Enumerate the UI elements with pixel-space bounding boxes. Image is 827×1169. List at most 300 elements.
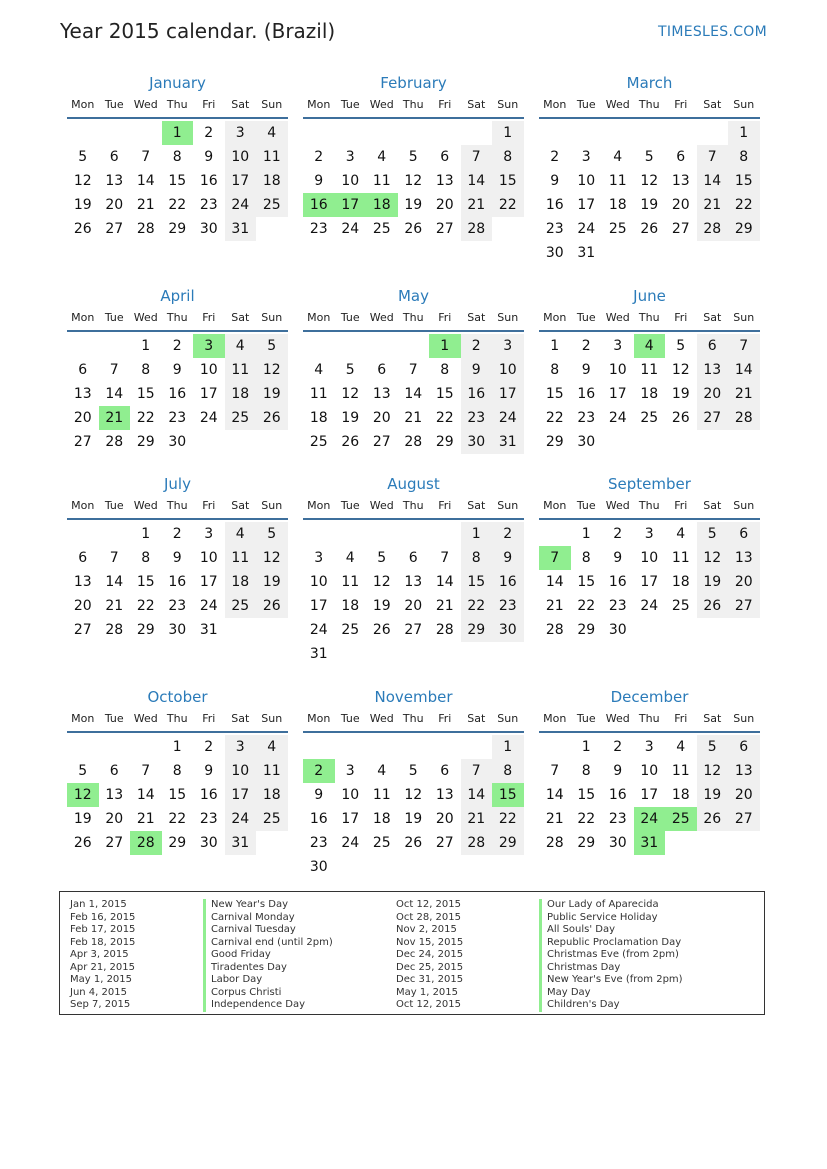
empty-cell — [602, 121, 634, 145]
day-cell: 5 — [676, 338, 686, 354]
day-cell: 27 — [73, 434, 92, 450]
day-cell: 23 — [199, 197, 218, 213]
day-cell: 17 — [225, 169, 257, 193]
day-cell: 21 — [105, 598, 124, 614]
legend-holiday-name: Good Friday — [203, 949, 333, 962]
holiday-day-cell: 31 — [634, 831, 666, 855]
day-cell: 8 — [581, 550, 591, 566]
day-cell: 30 — [608, 622, 627, 638]
day-cell: 4 — [676, 739, 686, 755]
day-cell: 5 — [78, 149, 88, 165]
weekday-label: Sat — [703, 712, 722, 725]
holiday-day-cell: 18 — [366, 193, 398, 217]
weekday-label: Tue — [340, 499, 360, 512]
weekday-header — [539, 97, 760, 113]
day-cell: 8 — [492, 145, 524, 169]
weekday-label: Sat — [231, 311, 250, 324]
day-cell: 21 — [728, 382, 760, 406]
day-cell: 22 — [492, 807, 524, 831]
day-cell: 26 — [404, 835, 423, 851]
legend-holiday-name: Carnival Monday — [203, 912, 333, 925]
weekday-label: Mon — [71, 311, 95, 324]
day-cell: 7 — [728, 334, 760, 358]
day-cell: 1 — [461, 522, 493, 546]
day-cell: 10 — [341, 173, 360, 189]
day-cell: 21 — [545, 598, 564, 614]
header-rule — [67, 731, 288, 733]
day-cell: 15 — [168, 173, 187, 189]
day-cell: 14 — [404, 386, 423, 402]
weekday-label: Fri — [674, 712, 688, 725]
day-cell: 18 — [341, 598, 360, 614]
day-cell: 26 — [640, 221, 659, 237]
day-cell: 9 — [314, 787, 324, 803]
day-cell: 20 — [372, 410, 391, 426]
day-cell: 19 — [73, 197, 92, 213]
day-cell: 21 — [697, 193, 729, 217]
day-cell: 28 — [728, 406, 760, 430]
holiday-day-cell: 25 — [665, 807, 697, 831]
day-cell: 22 — [492, 193, 524, 217]
day-cell: 6 — [78, 362, 88, 378]
weekday-label: Sun — [261, 311, 283, 324]
day-cell: 23 — [608, 811, 627, 827]
day-cell: 17 — [492, 382, 524, 406]
empty-cell — [130, 735, 162, 759]
day-cell: 10 — [577, 173, 596, 189]
day-cell: 20 — [728, 783, 760, 807]
day-cell: 25 — [372, 221, 391, 237]
day-cell: 31 — [577, 245, 596, 261]
weekday-label: Tue — [576, 98, 596, 111]
day-cell: 25 — [309, 434, 328, 450]
day-cell: 8 — [141, 550, 151, 566]
day-grid — [303, 522, 524, 666]
day-cell: 17 — [199, 574, 218, 590]
day-cell: 26 — [341, 434, 360, 450]
weekday-header — [539, 310, 760, 326]
day-cell: 9 — [492, 546, 524, 570]
day-cell: 16 — [168, 574, 187, 590]
day-cell: 8 — [728, 145, 760, 169]
weekday-label: Sun — [261, 499, 283, 512]
weekday-label: Sat — [231, 98, 250, 111]
day-cell: 8 — [550, 362, 560, 378]
day-cell: 21 — [461, 193, 493, 217]
day-cell: 12 — [404, 173, 423, 189]
day-grid — [303, 334, 524, 454]
day-cell: 15 — [168, 787, 187, 803]
legend-date: Dec 24, 2015 — [396, 949, 464, 960]
day-grid — [539, 735, 760, 855]
legend-names-col2 — [539, 899, 683, 1012]
day-cell: 9 — [314, 173, 324, 189]
empty-cell — [398, 121, 430, 145]
day-cell: 25 — [225, 406, 257, 430]
day-cell: 21 — [545, 811, 564, 827]
day-cell: 14 — [728, 358, 760, 382]
day-cell: 18 — [640, 386, 659, 402]
day-cell: 12 — [697, 759, 729, 783]
empty-cell — [539, 735, 571, 759]
day-cell: 13 — [697, 358, 729, 382]
day-cell: 2 — [204, 739, 214, 755]
weekday-label: Mon — [543, 712, 567, 725]
day-cell: 23 — [545, 221, 564, 237]
empty-cell — [398, 522, 430, 546]
holiday-day-cell: 28 — [130, 831, 162, 855]
day-cell: 8 — [141, 362, 151, 378]
month-may — [303, 286, 524, 454]
legend-holiday-name: Christmas Day — [539, 962, 683, 975]
day-cell: 28 — [435, 622, 454, 638]
day-cell: 11 — [640, 362, 659, 378]
day-cell: 4 — [225, 522, 257, 546]
empty-cell — [461, 735, 493, 759]
day-cell: 5 — [256, 522, 288, 546]
month-september — [539, 474, 760, 642]
legend-date: Jan 1, 2015 — [70, 899, 127, 910]
day-cell: 29 — [728, 217, 760, 241]
day-cell: 26 — [256, 406, 288, 430]
weekday-label: Sun — [733, 499, 755, 512]
day-grid — [67, 735, 288, 855]
legend-date: Oct 28, 2015 — [396, 911, 461, 923]
holiday-day-cell: 4 — [634, 334, 666, 358]
weekday-label: Sun — [261, 712, 283, 725]
day-cell: 26 — [671, 410, 690, 426]
legend-date: Sep 7, 2015 — [70, 999, 131, 1010]
header-rule — [303, 518, 524, 520]
day-cell: 26 — [404, 221, 423, 237]
day-cell: 1 — [581, 526, 591, 542]
legend-holiday-name: All Souls' Day — [539, 924, 683, 937]
day-cell: 8 — [492, 759, 524, 783]
day-cell: 13 — [435, 787, 454, 803]
weekday-label: Fri — [438, 712, 452, 725]
weekday-label: Wed — [133, 311, 158, 324]
day-cell: 4 — [377, 149, 387, 165]
day-cell: 28 — [461, 217, 493, 241]
day-cell: 14 — [697, 169, 729, 193]
weekday-label: Tue — [104, 712, 124, 725]
day-cell: 9 — [581, 362, 591, 378]
weekday-label: Tue — [340, 98, 360, 111]
weekday-label: Thu — [638, 499, 660, 512]
day-cell: 7 — [109, 362, 119, 378]
weekday-label: Sat — [703, 98, 722, 111]
weekday-header — [67, 498, 288, 514]
day-cell: 31 — [199, 622, 218, 638]
empty-cell — [429, 522, 461, 546]
header-rule — [67, 117, 288, 119]
day-cell: 2 — [204, 125, 214, 141]
legend-holiday-name: Children's Day — [539, 999, 683, 1012]
day-cell: 22 — [136, 598, 155, 614]
weekday-header — [303, 711, 524, 727]
day-cell: 25 — [341, 622, 360, 638]
day-cell: 8 — [461, 546, 493, 570]
legend-holiday-name: Christmas Eve (from 2pm) — [539, 949, 683, 962]
day-cell: 17 — [225, 783, 257, 807]
empty-cell — [429, 735, 461, 759]
day-cell: 17 — [640, 574, 659, 590]
day-cell: 7 — [461, 759, 493, 783]
day-cell: 29 — [545, 434, 564, 450]
day-cell: 28 — [545, 622, 564, 638]
legend-date: Dec 31, 2015 — [396, 974, 464, 985]
day-cell: 19 — [404, 197, 423, 213]
day-cell: 12 — [640, 173, 659, 189]
day-cell: 15 — [136, 574, 155, 590]
weekday-label: Sat — [703, 499, 722, 512]
day-cell: 27 — [728, 807, 760, 831]
header-rule — [539, 330, 760, 332]
day-cell: 9 — [613, 763, 623, 779]
month-november — [303, 687, 524, 879]
empty-cell — [99, 121, 131, 145]
day-cell: 5 — [644, 149, 654, 165]
day-cell: 6 — [78, 550, 88, 566]
day-cell: 13 — [728, 759, 760, 783]
weekday-label: Fri — [674, 311, 688, 324]
day-cell: 30 — [545, 245, 564, 261]
legend-dates-col2 — [396, 899, 463, 1012]
day-cell: 8 — [172, 149, 182, 165]
day-cell: 27 — [671, 221, 690, 237]
weekday-label: Tue — [104, 98, 124, 111]
holiday-day-cell: 12 — [67, 783, 99, 807]
weekday-label: Wed — [369, 98, 394, 111]
day-cell: 29 — [168, 221, 187, 237]
day-cell: 31 — [492, 430, 524, 454]
holiday-day-cell: 24 — [634, 807, 666, 831]
day-cell: 24 — [341, 835, 360, 851]
empty-cell — [67, 522, 99, 546]
month-january — [67, 73, 288, 241]
day-cell: 7 — [408, 362, 418, 378]
day-cell: 26 — [697, 594, 729, 618]
empty-cell — [539, 522, 571, 546]
day-cell: 14 — [461, 783, 493, 807]
day-cell: 27 — [105, 835, 124, 851]
month-name: May — [397, 287, 429, 305]
empty-cell — [665, 121, 697, 145]
day-cell: 5 — [408, 149, 418, 165]
day-cell: 23 — [577, 410, 596, 426]
weekday-label: Thu — [166, 98, 188, 111]
day-cell: 21 — [136, 811, 155, 827]
day-cell: 3 — [345, 763, 355, 779]
day-cell: 3 — [225, 121, 257, 145]
day-cell: 3 — [314, 550, 324, 566]
day-cell: 6 — [728, 735, 760, 759]
day-cell: 18 — [256, 169, 288, 193]
weekday-label: Tue — [576, 311, 596, 324]
weekday-label: Thu — [166, 712, 188, 725]
month-name: June — [633, 287, 666, 305]
day-cell: 13 — [372, 386, 391, 402]
legend-date: Feb 16, 2015 — [70, 911, 136, 923]
day-cell: 30 — [168, 434, 187, 450]
weekday-label: Fri — [438, 311, 452, 324]
day-cell: 24 — [225, 193, 257, 217]
legend-holiday-name: Corpus Christi — [203, 987, 333, 1000]
day-cell: 6 — [377, 362, 387, 378]
day-cell: 7 — [440, 550, 450, 566]
day-cell: 20 — [73, 598, 92, 614]
weekday-label: Thu — [402, 712, 424, 725]
weekday-label: Thu — [166, 499, 188, 512]
day-cell: 4 — [377, 763, 387, 779]
weekday-label: Sun — [733, 712, 755, 725]
day-cell: 27 — [73, 622, 92, 638]
legend-date: Feb 17, 2015 — [70, 924, 136, 935]
day-cell: 24 — [608, 410, 627, 426]
weekday-label: Thu — [166, 311, 188, 324]
day-cell: 2 — [314, 149, 324, 165]
day-cell: 19 — [341, 410, 360, 426]
day-cell: 16 — [199, 173, 218, 189]
day-cell: 13 — [671, 173, 690, 189]
weekday-label: Sun — [497, 311, 519, 324]
day-cell: 14 — [105, 386, 124, 402]
empty-cell — [461, 121, 493, 145]
day-cell: 16 — [492, 570, 524, 594]
day-cell: 23 — [492, 594, 524, 618]
day-cell: 5 — [697, 735, 729, 759]
day-cell: 28 — [404, 434, 423, 450]
day-cell: 25 — [640, 410, 659, 426]
day-cell: 15 — [728, 169, 760, 193]
holiday-day-cell: 7 — [539, 546, 571, 570]
day-cell: 13 — [105, 173, 124, 189]
day-cell: 18 — [309, 410, 328, 426]
day-cell: 9 — [550, 173, 560, 189]
empty-cell — [303, 121, 335, 145]
day-cell: 21 — [136, 197, 155, 213]
day-cell: 10 — [225, 759, 257, 783]
weekday-header — [303, 97, 524, 113]
weekday-header — [67, 711, 288, 727]
day-cell: 1 — [492, 121, 524, 145]
day-cell: 24 — [199, 598, 218, 614]
month-name: February — [380, 74, 447, 92]
empty-cell — [67, 334, 99, 358]
empty-cell — [335, 522, 367, 546]
day-cell: 6 — [697, 334, 729, 358]
day-cell: 4 — [676, 526, 686, 542]
weekday-label: Wed — [605, 499, 630, 512]
weekday-label: Fri — [674, 98, 688, 111]
weekday-label: Wed — [133, 98, 158, 111]
weekday-label: Sat — [231, 712, 250, 725]
day-cell: 2 — [550, 149, 560, 165]
month-name: December — [610, 688, 689, 706]
legend-date: May 1, 2015 — [70, 974, 133, 985]
legend-date: Jun 4, 2015 — [70, 986, 127, 998]
day-cell: 29 — [492, 831, 524, 855]
weekday-label: Sun — [497, 499, 519, 512]
day-cell: 1 — [141, 526, 151, 542]
day-grid — [303, 121, 524, 241]
empty-cell — [366, 334, 398, 358]
day-cell: 16 — [309, 811, 328, 827]
legend-date: Apr 21, 2015 — [70, 961, 136, 973]
site-name[interactable]: TIMESLES.COM — [658, 24, 767, 40]
holiday-day-cell: 1 — [162, 121, 194, 145]
day-cell: 17 — [608, 386, 627, 402]
day-cell: 4 — [225, 334, 257, 358]
day-cell: 26 — [372, 622, 391, 638]
weekday-label: Sun — [733, 311, 755, 324]
legend-dates-col1 — [70, 899, 135, 1012]
day-cell: 6 — [440, 763, 450, 779]
day-cell: 19 — [697, 783, 729, 807]
header-rule — [539, 117, 760, 119]
legend-date: Nov 2, 2015 — [396, 924, 457, 935]
day-cell: 4 — [613, 149, 623, 165]
legend-holiday-name: Public Service Holiday — [539, 912, 683, 925]
weekday-label: Tue — [340, 712, 360, 725]
day-cell: 9 — [461, 358, 493, 382]
day-cell: 17 — [577, 197, 596, 213]
day-cell: 1 — [141, 338, 151, 354]
day-cell: 5 — [345, 362, 355, 378]
day-cell: 13 — [73, 386, 92, 402]
day-cell: 22 — [545, 410, 564, 426]
day-cell: 15 — [136, 386, 155, 402]
day-cell: 29 — [435, 434, 454, 450]
weekday-label: Thu — [638, 311, 660, 324]
day-cell: 30 — [577, 434, 596, 450]
day-cell: 27 — [697, 406, 729, 430]
holiday-day-cell: 15 — [492, 783, 524, 807]
day-cell: 28 — [105, 622, 124, 638]
day-cell: 19 — [697, 570, 729, 594]
day-cell: 15 — [577, 787, 596, 803]
day-grid — [67, 334, 288, 454]
day-cell: 27 — [105, 221, 124, 237]
holiday-legend — [59, 891, 765, 1015]
weekday-label: Fri — [438, 98, 452, 111]
day-cell: 20 — [435, 197, 454, 213]
day-cell: 26 — [256, 594, 288, 618]
day-cell: 20 — [105, 197, 124, 213]
day-cell: 20 — [671, 197, 690, 213]
weekday-label: Wed — [133, 712, 158, 725]
day-cell: 12 — [341, 386, 360, 402]
month-april — [67, 286, 288, 454]
day-cell: 15 — [577, 574, 596, 590]
legend-holiday-name: New Year's Eve (from 2pm) — [539, 974, 683, 987]
day-cell: 14 — [136, 173, 155, 189]
day-cell: 28 — [697, 217, 729, 241]
day-cell: 5 — [256, 334, 288, 358]
empty-cell — [398, 735, 430, 759]
day-cell: 20 — [73, 410, 92, 426]
empty-cell — [335, 121, 367, 145]
weekday-header — [67, 97, 288, 113]
month-name: March — [626, 74, 673, 92]
weekday-label: Fri — [202, 98, 216, 111]
weekday-label: Wed — [369, 311, 394, 324]
legend-names-col1 — [203, 899, 333, 1012]
day-cell: 3 — [225, 735, 257, 759]
header-rule — [303, 117, 524, 119]
empty-cell — [130, 121, 162, 145]
day-cell: 22 — [461, 594, 493, 618]
